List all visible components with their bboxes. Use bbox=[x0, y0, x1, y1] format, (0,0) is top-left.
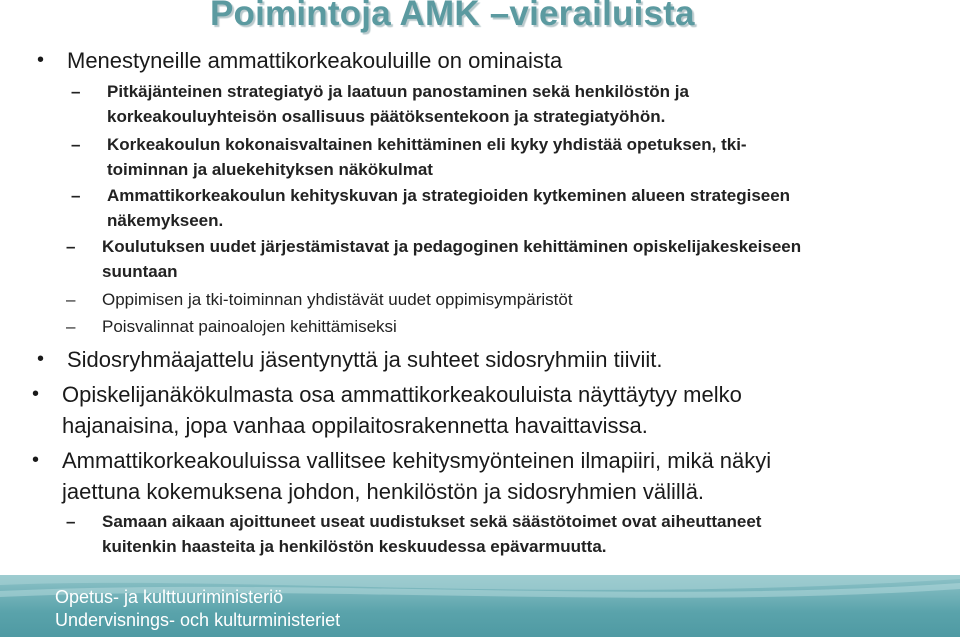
sub-bullet-text-cont: korkeakouluyhteisön osallisuus päätöksentekoon ja strategiatyöhön. bbox=[107, 107, 666, 126]
bullet-text: Ammattikorkeakouluissa vallitsee kehitysmyönteinen ilmapiiri, mikä näkyi bbox=[62, 448, 772, 473]
bullet-item bbox=[32, 445, 772, 507]
bullet-item bbox=[37, 45, 563, 76]
bullet-marker: • bbox=[32, 449, 40, 471]
sub-bullet-item bbox=[71, 79, 689, 129]
bullet-text-cont: hajanaisina, jopa vanhaa oppilaitosrakennetta havaittavissa. bbox=[62, 413, 648, 438]
dash-marker: – bbox=[66, 512, 76, 531]
bullet-text: Menestyneille ammattikorkeakouluille on ominaista bbox=[67, 48, 563, 73]
dash-marker: – bbox=[66, 290, 76, 309]
bullet-text: Opiskelijanäkökulmasta osa ammattikorkeakouluista näyttäytyy melko bbox=[62, 382, 742, 407]
dash-marker: – bbox=[66, 237, 76, 256]
sub-bullet-text-cont: toiminnan ja aluekehityksen näkökulmat bbox=[107, 160, 433, 179]
bullet-item bbox=[32, 379, 742, 441]
bullet-marker: • bbox=[37, 348, 45, 370]
sub-bullet-text-cont: suuntaan bbox=[102, 262, 178, 281]
ministry-name-fi: Opetus- ja kulttuuriministeriö bbox=[55, 587, 284, 607]
bullet-marker: • bbox=[32, 383, 40, 405]
sub-bullet-text: Ammattikorkeakoulun kehityskuvan ja strategioiden kytkeminen alueen strategiseen bbox=[107, 186, 791, 205]
ministry-name-sv: Undervisnings- och kulturministeriet bbox=[55, 610, 341, 630]
dash-marker: – bbox=[71, 82, 81, 101]
bullet-text-cont: jaettuna kokemuksena johdon, henkilöstön ja sidosryhmien välillä. bbox=[62, 479, 705, 504]
sub-bullet-item bbox=[71, 183, 791, 233]
bullet-item bbox=[37, 344, 663, 375]
dash-marker: – bbox=[71, 186, 81, 205]
sub-bullet-text: Korkeakoulun kokonaisvaltainen kehittäminen eli kyky yhdistää opetuksen, tki- bbox=[107, 135, 747, 154]
dash-marker: – bbox=[71, 135, 81, 154]
bullet-text: Sidosryhmäajattelu jäsentynyttä ja suhteet sidosryhmiin tiiviit. bbox=[67, 347, 663, 372]
sub-bullet-item bbox=[71, 132, 747, 182]
sub-bullet-text-cont: näkemykseen. bbox=[107, 211, 224, 230]
sub-bullet-text: Oppimisen ja tki-toiminnan yhdistävät uudet oppimisympäristöt bbox=[102, 290, 573, 309]
sub-bullet-text: Poisvalinnat painoalojen kehittämiseksi bbox=[102, 317, 397, 336]
sub-bullet-text: Koulutuksen uudet järjestämistavat ja pedagoginen kehittäminen opiskelijakeskeiseen bbox=[102, 237, 802, 256]
sub-bullet-item bbox=[66, 509, 762, 559]
footer-band bbox=[0, 575, 960, 637]
sub-bullet-item bbox=[66, 234, 802, 284]
sub-bullet-text-cont: kuitenkin haasteita ja henkilöstön keskuudessa epävarmuutta. bbox=[102, 537, 607, 556]
bullet-marker: • bbox=[37, 49, 45, 71]
slide-title: Poimintoja AMK –vierailuista bbox=[210, 0, 695, 33]
sub-bullet-text: Samaan aikaan ajoittuneet useat uudistukset sekä säästötoimet ovat aiheuttaneet bbox=[102, 512, 762, 531]
sub-bullet-item bbox=[66, 314, 397, 339]
sub-bullet-item bbox=[66, 287, 573, 312]
dash-marker: – bbox=[66, 317, 76, 336]
sub-bullet-text: Pitkäjänteinen strategiatyö ja laatuun panostaminen sekä henkilöstön ja bbox=[107, 82, 689, 101]
